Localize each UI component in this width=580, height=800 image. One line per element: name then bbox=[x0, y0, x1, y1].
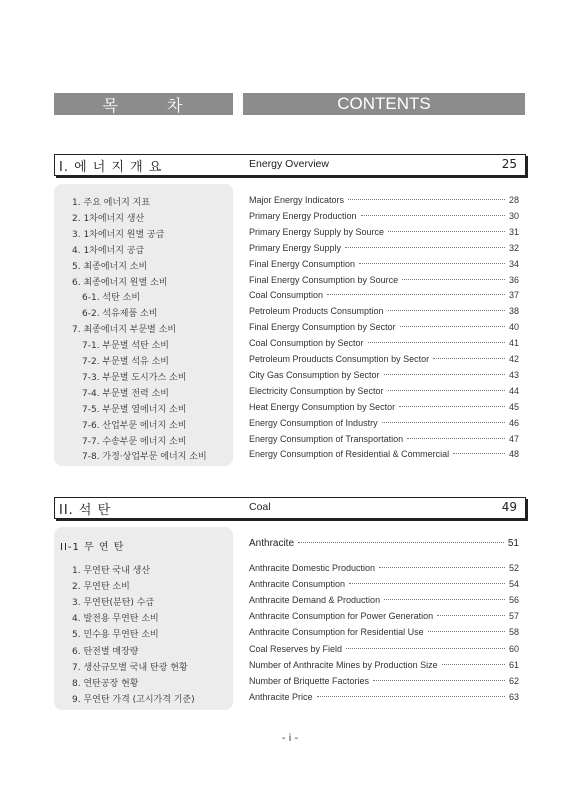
toc-item-label: Number of Briquette Factories bbox=[249, 675, 370, 686]
toc-item-page: 32 bbox=[508, 242, 519, 253]
toc-item-korean: 7. 생산규모별 국내 탄광 현황 bbox=[72, 662, 188, 673]
toc-item-label: Primary Energy Supply bbox=[249, 242, 342, 253]
toc-item-english[interactable] bbox=[249, 644, 519, 654]
toc-item-korean: 7-2. 부문별 석유 소비 bbox=[82, 357, 170, 367]
toc-item-english[interactable] bbox=[249, 611, 519, 621]
toc-item-page: 60 bbox=[508, 643, 519, 654]
toc-item-page: 58 bbox=[508, 627, 519, 638]
leader-dots bbox=[346, 648, 505, 649]
toc-item-english[interactable] bbox=[249, 259, 519, 269]
toc-item-label: Petroleum Prouducts Consumption by Sector bbox=[249, 354, 430, 364]
toc-item-page: 43 bbox=[508, 369, 519, 380]
toc-item-label: Energy Consumption of Transportation bbox=[249, 433, 404, 444]
toc-item-label: Anthracite Price bbox=[249, 691, 313, 702]
section-2-page: 49 bbox=[501, 500, 517, 514]
toc-item-page: 28 bbox=[508, 195, 519, 205]
toc-item-page: 42 bbox=[508, 354, 519, 364]
toc-item-english[interactable] bbox=[249, 660, 519, 670]
toc-item-english[interactable] bbox=[249, 338, 519, 348]
toc-item-korean: 8. 연탄공장 현황 bbox=[72, 678, 139, 689]
leader-dots bbox=[382, 422, 505, 423]
leader-dots bbox=[298, 542, 504, 543]
toc-item-label: City Gas Consumption by Sector bbox=[249, 369, 380, 380]
toc-item-korean: 1. 주요 에너지 지표 bbox=[72, 198, 151, 208]
leader-dots bbox=[453, 453, 505, 454]
leader-dots bbox=[384, 599, 505, 600]
leader-dots bbox=[361, 215, 505, 216]
toc-item-korean: 7-1. 부문별 석탄 소비 bbox=[82, 341, 170, 352]
leader-dots bbox=[407, 438, 505, 439]
toc-item-korean: 5. 민수용 무연탄 소비 bbox=[72, 630, 159, 641]
leader-dots bbox=[442, 664, 505, 665]
toc-item-label: Anthracite Consumption bbox=[249, 579, 346, 590]
toc-item-korean: 5. 최종에너지 소비 bbox=[72, 261, 148, 272]
leader-dots bbox=[373, 680, 505, 681]
toc-item-page: 54 bbox=[508, 579, 519, 590]
toc-item-english[interactable] bbox=[249, 449, 519, 459]
toc-item-english[interactable] bbox=[249, 354, 519, 364]
leader-dots bbox=[400, 326, 505, 327]
toc-item-page: 45 bbox=[508, 401, 519, 412]
toc-item-korean: 3. 1차에너지 원별 공급 bbox=[72, 229, 165, 240]
toc-item-page: 30 bbox=[508, 210, 519, 221]
toc-item-korean: 9. 무연탄 가격 (고시가격 기준) bbox=[72, 694, 195, 705]
toc-item-label: Final Energy Consumption bbox=[249, 258, 356, 269]
toc-item-label: Primary Energy Supply by Source bbox=[249, 226, 385, 237]
toc-item-english[interactable] bbox=[249, 322, 519, 332]
toc-item-korean: 7-8. 가정·상업부문 에너지 소비 bbox=[82, 452, 207, 463]
toc-item-korean: 7-4. 부문별 전력 소비 bbox=[82, 388, 170, 399]
leader-dots bbox=[379, 567, 505, 568]
toc-item-english[interactable] bbox=[249, 195, 519, 205]
toc-item-korean: 6-1. 석탄 소비 bbox=[82, 293, 141, 304]
toc-item-label: Primary Energy Production bbox=[249, 210, 357, 221]
toc-item-label: Coal Consumption by Sector bbox=[249, 338, 364, 349]
toc-item-label: Petroleum Products Consumption bbox=[249, 306, 384, 317]
toc-item-korean: 1. 무연탄 국내 생산 bbox=[72, 566, 151, 576]
toc-item-english[interactable] bbox=[249, 418, 519, 428]
section-1-bar bbox=[54, 154, 526, 176]
toc-item-page: 63 bbox=[508, 691, 519, 702]
toc-item-label: Anthracite Consumption for Power Generation bbox=[249, 611, 434, 622]
toc-item-page: 57 bbox=[508, 611, 519, 622]
section-2-bar bbox=[54, 497, 526, 519]
toc-item-english[interactable] bbox=[249, 563, 519, 573]
leader-dots bbox=[359, 263, 505, 264]
toc-item-label: Final Energy Consumption by Source bbox=[249, 274, 399, 285]
leader-dots bbox=[327, 294, 505, 295]
toc-item-english[interactable] bbox=[249, 402, 519, 412]
leader-dots bbox=[384, 374, 505, 375]
subsection-anthracite-korean: II-1 무 연 탄 bbox=[60, 542, 125, 553]
toc-item-english[interactable] bbox=[249, 275, 519, 285]
toc-item-label: Major Energy Indicators bbox=[249, 195, 345, 205]
toc-item-page: 52 bbox=[508, 563, 519, 573]
toc-item-korean: 7-3. 부문별 도시가스 소비 bbox=[82, 372, 187, 383]
toc-item-page: 37 bbox=[508, 290, 519, 301]
toc-item-page: 47 bbox=[508, 433, 519, 444]
toc-item-english[interactable] bbox=[249, 386, 519, 396]
toc-item-english[interactable] bbox=[249, 306, 519, 316]
toc-item-korean: 7-7. 수송부문 에너지 소비 bbox=[82, 436, 187, 447]
toc-item-label: Heat Energy Consumption by Sector bbox=[249, 401, 396, 412]
toc-item-page: 41 bbox=[508, 338, 519, 349]
header-english-title: CONTENTS bbox=[243, 93, 525, 115]
toc-item-label: Number of Anthracite Mines by Production Size bbox=[249, 659, 438, 670]
toc-item-page: 36 bbox=[508, 274, 519, 285]
section-1-title: I. 에 너 지 개 요 bbox=[59, 160, 163, 175]
toc-item-label: Coal Consumption bbox=[249, 290, 324, 301]
toc-item-english[interactable] bbox=[249, 595, 519, 605]
leader-dots bbox=[388, 231, 505, 232]
toc-item-label: Energy Consumption of Residential & Commercial bbox=[249, 449, 450, 460]
toc-item-korean: 2. 1차에너지 생산 bbox=[72, 213, 145, 224]
toc-item-korean: 6. 탄전별 매장량 bbox=[72, 646, 139, 657]
toc-item-korean: 4. 1차에너지 공급 bbox=[72, 245, 145, 256]
toc-item-english[interactable] bbox=[249, 290, 519, 300]
section-2-title: II. 석 탄 bbox=[59, 503, 112, 518]
toc-item-korean: 7. 최종에너지 부문별 소비 bbox=[72, 325, 177, 336]
section-1-english-title: Energy Overview bbox=[249, 158, 329, 170]
leader-dots bbox=[345, 247, 505, 248]
toc-item-page: 62 bbox=[508, 675, 519, 686]
toc-item-english[interactable] bbox=[249, 627, 519, 637]
toc-item-english[interactable] bbox=[249, 227, 519, 237]
toc-item-korean: 2. 무연탄 소비 bbox=[72, 582, 130, 593]
toc-item-korean: 6-2. 석유제품 소비 bbox=[82, 309, 158, 320]
toc-item-page: 31 bbox=[508, 226, 519, 237]
leader-dots bbox=[399, 406, 505, 407]
toc-item-english[interactable] bbox=[249, 676, 519, 686]
toc-item-label: Coal Reserves by Field bbox=[249, 643, 343, 654]
page-number-footer: - i - bbox=[281, 733, 299, 744]
leader-dots bbox=[348, 199, 505, 200]
toc-item-english[interactable] bbox=[249, 211, 519, 221]
toc-item-page: 48 bbox=[508, 449, 519, 460]
toc-item-label: Energy Consumption of Industry bbox=[249, 417, 378, 428]
toc-item-page: 38 bbox=[508, 306, 519, 317]
toc-item-label: Final Energy Consumption by Sector bbox=[249, 322, 396, 333]
toc-item-page: 61 bbox=[508, 659, 519, 670]
toc-item-korean: 4. 발전용 무연탄 소비 bbox=[72, 614, 159, 625]
section-2-english-title: Coal bbox=[249, 501, 271, 513]
leader-dots bbox=[349, 583, 505, 584]
leader-dots bbox=[437, 615, 505, 616]
toc-item-english[interactable] bbox=[249, 434, 519, 444]
leader-dots bbox=[388, 390, 505, 391]
toc-item-korean: 7-5. 부문별 열에너지 소비 bbox=[82, 404, 187, 415]
toc-item-korean: 6. 최종에너지 원별 소비 bbox=[72, 277, 168, 288]
toc-item-page: 40 bbox=[508, 322, 519, 333]
leader-dots bbox=[368, 342, 505, 343]
leader-dots bbox=[402, 279, 505, 280]
header-korean-title: 목 차 bbox=[54, 93, 233, 115]
leader-dots bbox=[317, 696, 505, 697]
toc-item-label: Anthracite Consumption for Residential Use bbox=[249, 627, 424, 638]
leader-dots bbox=[433, 358, 505, 359]
toc-item-english[interactable] bbox=[249, 579, 519, 589]
toc-item-page: 44 bbox=[508, 385, 519, 396]
toc-item-page: 56 bbox=[508, 595, 519, 606]
toc-item-english[interactable] bbox=[249, 692, 519, 702]
section-1-page: 25 bbox=[501, 157, 517, 171]
toc-item-english[interactable] bbox=[249, 370, 519, 380]
toc-item-english[interactable] bbox=[249, 243, 519, 253]
toc-item-page: 46 bbox=[508, 417, 519, 428]
toc-item-page: 34 bbox=[508, 258, 519, 269]
toc-item-korean: 3. 무연탄(분탄) 수급 bbox=[72, 598, 155, 609]
toc-item-label: Electricity Consumption by Sector bbox=[249, 385, 384, 396]
subsection-anthracite-page: 51 bbox=[507, 538, 519, 549]
toc-item-label: Anthracite Demand & Production bbox=[249, 595, 381, 606]
subsection-anthracite-label: Anthracite bbox=[249, 538, 295, 549]
leader-dots bbox=[428, 631, 505, 632]
toc-item-label: Anthracite Domestic Production bbox=[249, 563, 376, 573]
toc-item-korean: 7-6. 산업부문 에너지 소비 bbox=[82, 420, 187, 431]
subsection-anthracite-english[interactable] bbox=[249, 538, 519, 549]
leader-dots bbox=[388, 310, 505, 311]
